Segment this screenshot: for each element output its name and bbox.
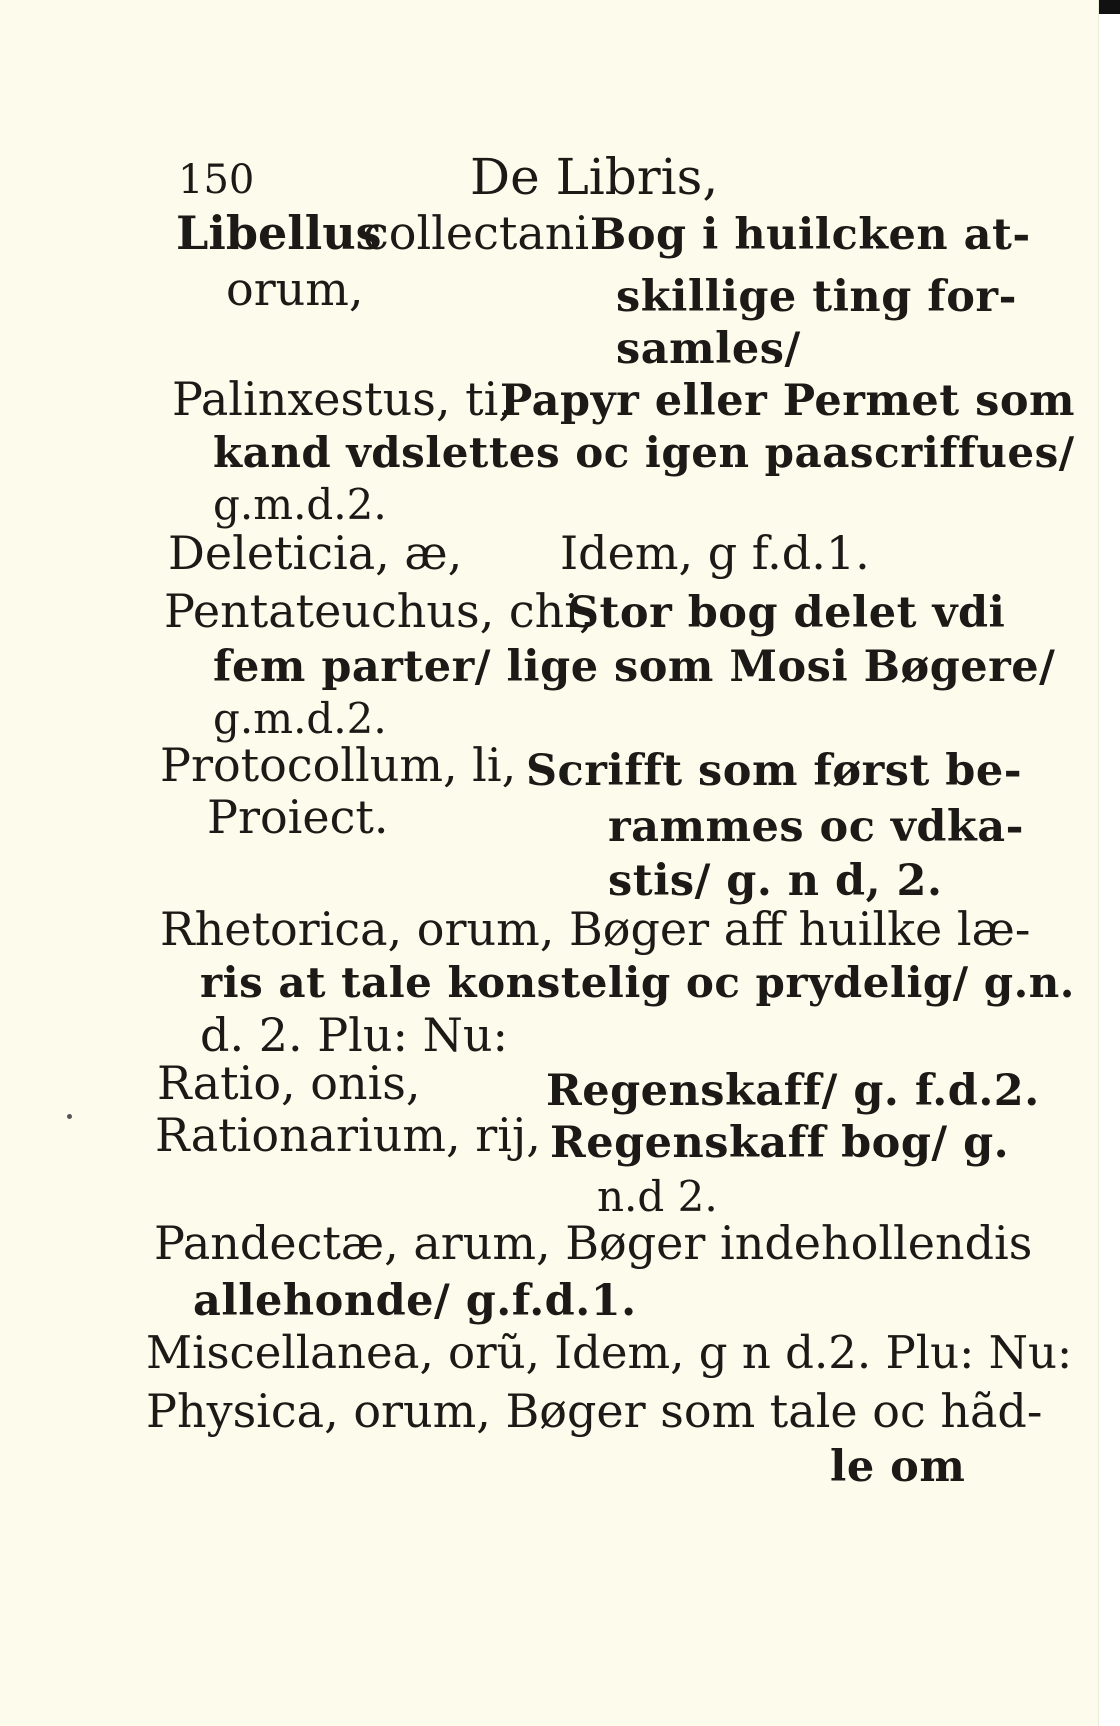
entry-headword: Protocollum, li, bbox=[160, 738, 517, 792]
entry-definition: stis/ g. n d, 2. bbox=[608, 856, 943, 906]
entry-definition: skillige ting for- bbox=[616, 272, 1017, 322]
entry-grammar: g.m.d.2. bbox=[213, 480, 387, 529]
scan-margin bbox=[1099, 14, 1120, 1726]
entry-headword: Pandectæ, arum, Bøger indehollendis bbox=[154, 1216, 1033, 1270]
entry-headword: orum, bbox=[226, 262, 364, 316]
entry-definition: allehonde/ g.f.d.1. bbox=[193, 1276, 637, 1326]
entry-definition: Regenskaff bog/ g. bbox=[550, 1118, 1010, 1168]
entry-definition: Papyr eller Permet som bbox=[500, 376, 1075, 426]
entry-definition: Stor bog delet vdi bbox=[568, 588, 1006, 638]
entry-definition: Bog i huilcken at- bbox=[590, 210, 1031, 260]
entry-definition: Regenskaff/ g. f.d.2. bbox=[546, 1066, 1040, 1116]
entry-headword: collectani bbox=[363, 206, 590, 260]
entry-definition: fem parter/ lige som Mosi Bøgere/ bbox=[213, 642, 1056, 692]
scan-edge-mark bbox=[1099, 0, 1120, 14]
entry-grammar: d. 2. Plu: Nu: bbox=[200, 1008, 508, 1062]
entry-headword: Rhetorica, orum, Bøger aff huilke læ- bbox=[160, 902, 1031, 956]
entry-headword: Palinxestus, ti, bbox=[172, 372, 513, 426]
running-title: De Libris, bbox=[470, 148, 719, 206]
entry-grammar: g.m.d.2. bbox=[213, 694, 387, 743]
page-number: 150 bbox=[178, 157, 255, 203]
entry-definition: Idem, g f.d.1. bbox=[560, 526, 870, 580]
entry-headword: Miscellanea, orũ, Idem, g n d.2. Plu: Nu: bbox=[146, 1326, 1073, 1379]
entry-headword: Rationarium, rij, bbox=[155, 1108, 541, 1162]
entry-headword: Ratio, onis, bbox=[157, 1056, 421, 1110]
entry-headword: Pentateuchus, chi, bbox=[164, 584, 594, 638]
entry-definition: samles/ bbox=[616, 324, 801, 374]
entry-headword: Deleticia, æ, bbox=[168, 526, 463, 580]
entry-definition: rammes oc vdka- bbox=[608, 802, 1024, 852]
entry-grammar: n.d 2. bbox=[597, 1172, 718, 1221]
ink-speck bbox=[67, 1114, 72, 1119]
entry-definition: le om bbox=[830, 1442, 966, 1492]
entry-definition: kand vdslettes oc igen paascriffues/ bbox=[213, 428, 1075, 477]
entry-headword: Physica, orum, Bøger som tale oc hãd- bbox=[146, 1384, 1043, 1438]
entry-headword: Proiect. bbox=[207, 790, 389, 844]
entry-headword: Libellus bbox=[176, 206, 382, 260]
entry-definition: ris at tale konstelig oc prydelig/ g.n. bbox=[200, 958, 1075, 1007]
entry-definition: Scrifft som først be- bbox=[526, 746, 1023, 796]
